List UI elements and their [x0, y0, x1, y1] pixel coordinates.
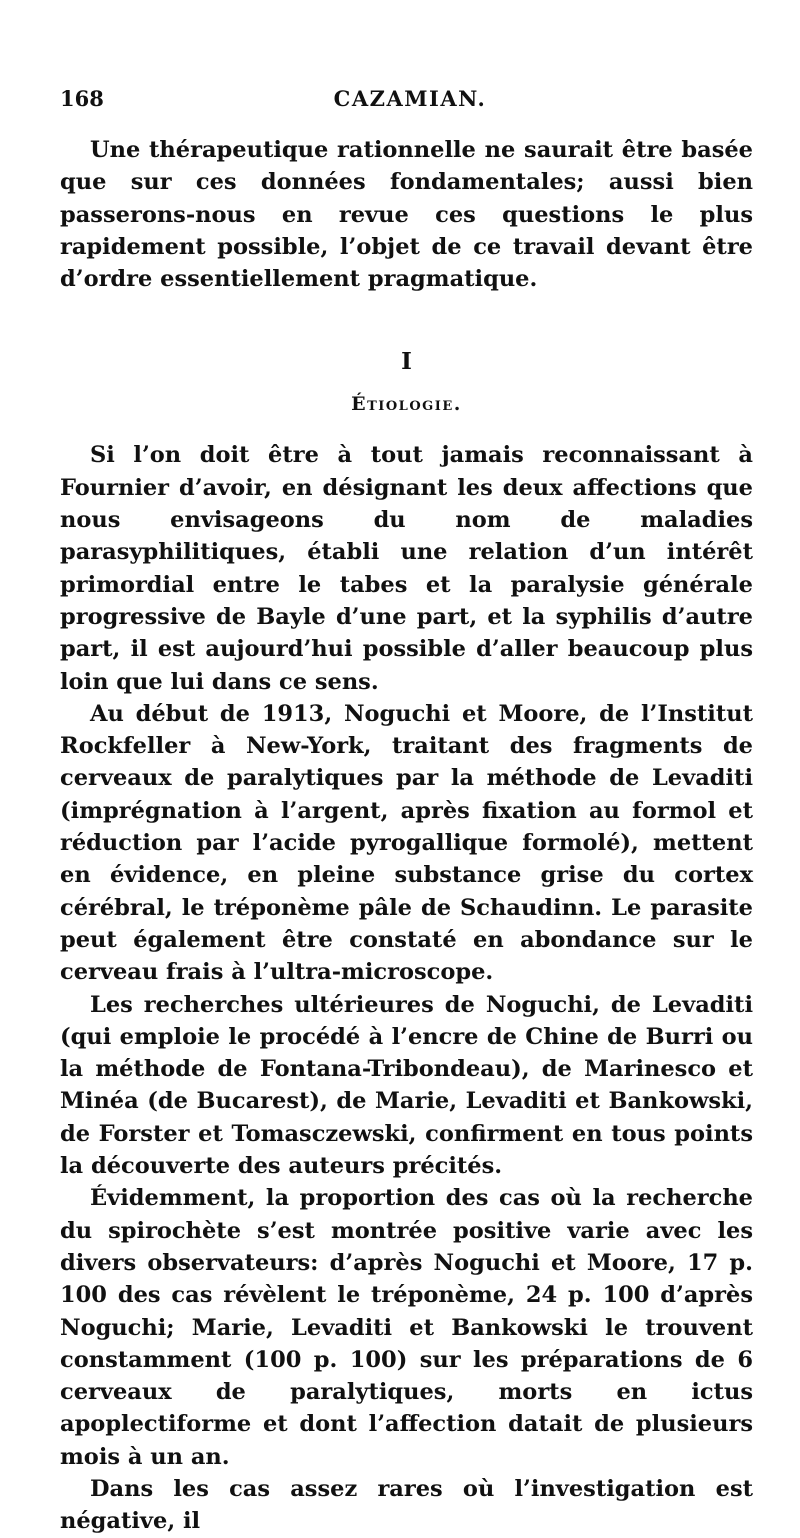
running-title: CAZAMIAN. [333, 86, 487, 111]
section-numeral: I [401, 348, 412, 376]
page-header [60, 86, 760, 116]
paragraph: Dans les cas assez rares où l’investigation est négative, il [60, 1475, 753, 1535]
section-title: Étiologie. [351, 393, 462, 416]
paragraph: Au début de 1913, Noguchi et Moore, de l’Institut Rockfeller à New-York, traitant des fragments de cerveaux de paralytiques par la méthode de Levaditi (imprégnation à l’argent, après fixation au formol et réduction par l’acide pyrogallique formolé), mettent en évidence, en pleine substance grise du cortex cérébral, le tréponème pâle de Schaudinn. Le parasite peut également être constaté en abondance sur le cerveau frais à l’ultra-microscope. [60, 700, 753, 986]
paragraph: Évidemment, la proportion des cas où la recherche du spirochète s’est montrée positive varie avec les divers observateurs: d’après Noguchi et Moore, 17 p. 100 des cas révèlent le tréponème, 24 p. 100 d’après Noguchi; Marie, Levaditi et Bankowski le trouvent constamment (100 p. 100) sur les préparations de 6 cerveaux de paralytiques, morts en ictus apoplectiforme et dont l’affection datait de plusieurs mois à un an. [60, 1185, 753, 1470]
page-body [60, 134, 753, 1538]
paragraph: Une thérapeutique rationnelle ne saurait être basée que sur ces données fondamentales; aussi bien passerons-nous en revue ces questions le plus rapidement possible, l’objet de ce travail devant être d’ordre essentiellement pragmatique. [60, 137, 753, 293]
paragraph: Si l’on doit être à tout jamais reconnaissant à Fournier d’avoir, en désignant les deux affections que nous envisageons du nom de maladies parasyphilitiques, établi une relation d’un intérêt primordial entre le tabes et la paralysie générale progressive de Bayle d’une part, et la syphilis d’autre part, il est aujourd’hui possible d’aller beaucoup plus loin que lui dans ce sens. [60, 442, 753, 695]
page-number: 168 [60, 86, 104, 111]
paragraph: Les recherches ultérieures de Noguchi, de Levaditi (qui emploie le procédé à l’encre de Chine de Burri ou la méthode de Fontana-Tribondeau), de Marinesco et Minéa (de Bucarest), de Marie, Levaditi et Bankowski, de Forster et Tomasczewski, confirment en tous points la découverte des auteurs précités. [60, 991, 753, 1180]
